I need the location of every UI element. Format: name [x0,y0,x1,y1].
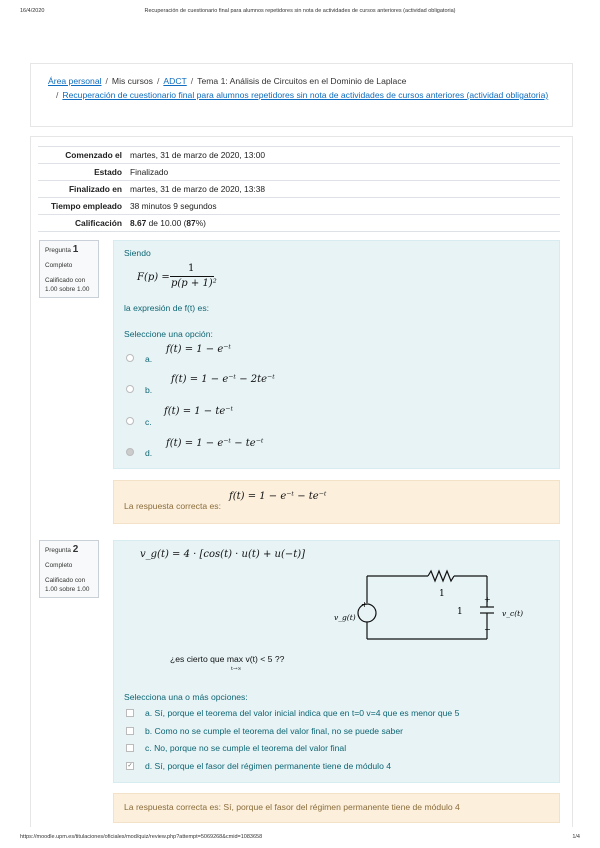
question-number: 1 [72,244,79,255]
q1-formula-den: p(p + 1)² [171,278,217,289]
vc-minus: − [484,625,491,634]
question-2-info: Pregunta 2 Completo Calificado con 1.00 sobre 1.00 [39,540,99,598]
q1-radio-b[interactable] [126,385,134,393]
q2-max-subscript: t→∞ [231,666,242,672]
vc-plus: + [484,595,491,604]
q2-select-label: Selecciona una o más opciones: [124,692,248,702]
q1-siendo: Siendo [124,248,151,258]
vc-label: v_c(t) [502,609,524,618]
question-grade: Calificado con 1.00 sobre 1.00 [45,277,90,293]
breadcrumb-course[interactable]: ADCT [163,76,187,86]
q1-radio-d-selected[interactable] [126,448,134,456]
q1-feedback-label: La respuesta correcta es: [124,501,221,511]
q2-checkbox-d-checked[interactable]: ✓ [127,763,133,769]
q2-checkbox-c[interactable] [126,744,134,752]
q2-checkbox-a[interactable] [126,709,134,717]
question-state: Completo [45,262,73,269]
summary-row-state: Estado Finalizado [38,164,560,181]
summary-row-started: Comenzado el martes, 31 de marzo de 2020, 13:00 [38,147,560,164]
print-page-number: 1/4 [572,834,580,840]
breadcrumb-activity[interactable]: Recuperación de cuestionario final para alumnos repetidores sin nota de actividades de cursos anteriores (actividad obligatoria) [62,90,549,100]
summary-row-finished: Finalizado en martes, 31 de marzo de 2020, 13:38 [38,181,560,198]
resistor-value: 1 [439,589,445,599]
summary-row-time: Tiempo empleado 38 minutos 9 segundos [38,198,560,215]
question-1-info: Pregunta 1 Completo Calificado con 1.00 sobre 1.00 [39,240,99,298]
q2-equation: v_g(t) = 4 · [cos(t) · u(t) + u(−t)] [140,549,306,560]
breadcrumb-mis-cursos[interactable]: Mis cursos [111,76,153,86]
q1-feedback-math: f(t) = 1 − e⁻ᵗ − te⁻ᵗ [229,491,327,502]
q1-fraction-bar [170,276,214,277]
capacitor-value: 1 [457,607,463,617]
breadcrumb-area-personal[interactable]: Área personal [48,76,102,86]
print-url: https://moodle.upm.es/titulaciones/oficiales/mod/quiz/review.php?attempt=5069268&cmid=1083658 [20,834,263,840]
question-grade: Calificado con 1.00 sobre 1.00 [45,577,90,593]
q2-question: ¿es cierto que max v(t) < 5 ?? [170,654,285,664]
circuit-diagram [320,565,524,645]
summary-row-grade: Calificación 8.67 de 10.00 (87%) [38,215,560,232]
q1-formula-num: 1 [188,263,195,274]
question-number: 2 [72,544,79,555]
q1-select-label: Seleccione una opción: [124,329,213,339]
q1-radio-c[interactable] [126,417,134,425]
q2-feedback-text: La respuesta correcta es: Sí, porque el fasor del régimen permanente tiene de módulo 4 [124,802,460,812]
breadcrumb: Área personal / Mis cursos / ADCT / Tema 1: Análisis de Circuitos en el Dominio de Laplace / Recuperación de cuestionario final para alumnos repetidores sin nota de actividades de cursos anteriores (actividad obligatoria) [48,76,549,100]
source-plus: + [361,600,368,609]
attempt-summary-table [38,146,560,232]
print-date: 16/4/2020 [20,8,45,14]
breadcrumb-topic[interactable]: Tema 1: Análisis de Circuitos en el Dominio de Laplace [197,76,407,86]
q1-prompt: la expresión de f(t) es: [124,303,210,313]
question-state: Completo [45,562,73,569]
q1-formula-lhs: F(p) = [137,272,170,283]
print-title: Recuperación de cuestionario final para alumnos repetidores sin nota de actividades de cursos anteriores (actividad obligatoria) [144,8,456,14]
q2-checkbox-b[interactable] [126,727,134,735]
resistor-symbol [428,571,454,581]
q1-radio-a[interactable] [126,354,134,362]
source-label: v_g(t) [334,613,356,622]
